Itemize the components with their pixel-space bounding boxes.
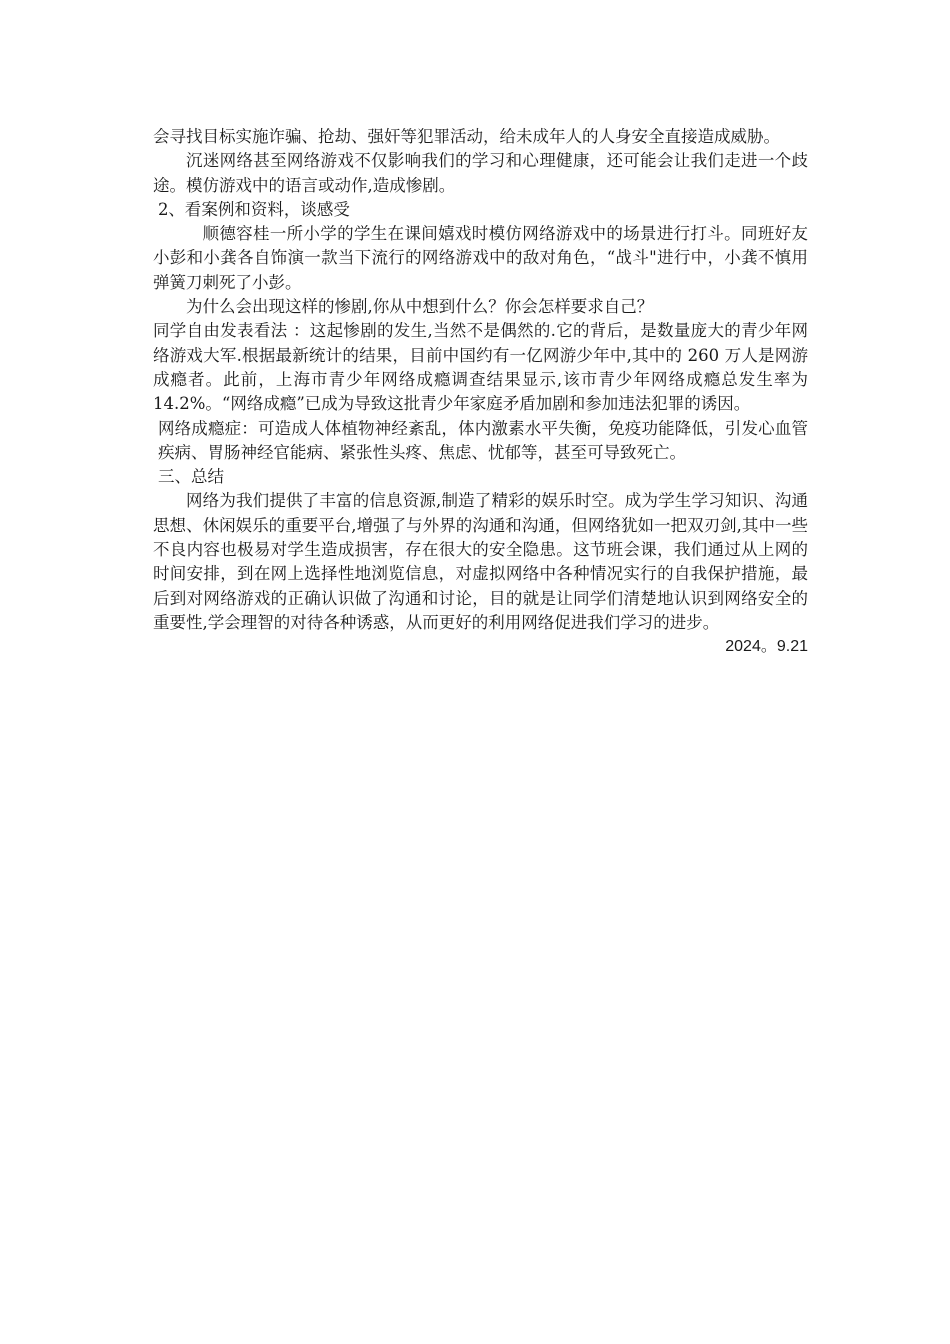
paragraph-student-opinions: 同学自由发表看法 ：这起惨剧的发生,当然不是偶然的.它的背后，是数量庞大的青少年网络游戏大军.根据最新统计的结果，目前中国约有一亿网游少年中,其中的 260 万人是网游成瘾者。此前，上海市青少年网络成瘾调查结果显示,该市青少年网络成瘾总发生率为 14.2%。“网络成瘾”已成为导致这批青少年家庭矛盾加剧和参加违法犯罪的诱因。: [153, 321, 808, 414]
document-date: 2024。9.21: [725, 638, 808, 656]
document-body: [153, 125, 808, 660]
section-heading-summary: 三、总结: [157, 467, 224, 487]
paragraph-summary: 网络为我们提供了丰富的信息资源,制造了精彩的娱乐时空。成为学生学习知识、沟通思想、休闲娱乐的重要平台,增强了与外界的沟通和沟通，但网络犹如一把双刃剑,其中一些不良内容也极易对学生造成损害，存在很大的安全隐患。这节班会课，我们通过从上网的时间安排，到在网上选择性地浏览信息，对虚拟网络中各种情况实行的自我保护措施，最后到对网络游戏的正确认识做了沟通和讨论，目的就是让同学们清楚地认识到网络安全的重要性,学会理智的对待各种诱惑，从而更好的利用网络促进我们学习的进步。: [153, 491, 808, 632]
paragraph-reflection-question: 为什么会出现这样的惨剧,你从中想到什么？你会怎样要求自己？: [186, 297, 654, 317]
paragraph-addiction-symptoms: 网络成瘾症：可造成人体植物神经紊乱，体内激素水平失衡，免疫功能降低，引发心血管疾病、胃肠神经官能病、紧张性头疼、焦虑、忧郁等，甚至可导致死亡。: [157, 418, 808, 462]
section-heading-case-study: 2、看案例和资料，谈感受: [157, 199, 350, 219]
paragraph-game-addiction-risk: 沉迷网络甚至网络游戏不仅影响我们的学习和心理健康，还可能会让我们走进一个歧途。模仿游戏中的语言或动作,造成惨剧。: [153, 151, 808, 195]
paragraph-crime-threat: 会寻找目标实施诈骗、抢劫、强奸等犯罪活动，给未成年人的人身安全直接造成威胁。: [153, 127, 780, 146]
paragraph-case-story: 顺德容桂一所小学的学生在课间嬉戏时模仿网络游戏中的场景进行打斗。同班好友小彭和小龚各自饰演一款当下流行的网络游戏中的敌对角色，“战斗"进行中，小龚不慎用弹簧刀刺死了小彭。: [153, 224, 808, 292]
